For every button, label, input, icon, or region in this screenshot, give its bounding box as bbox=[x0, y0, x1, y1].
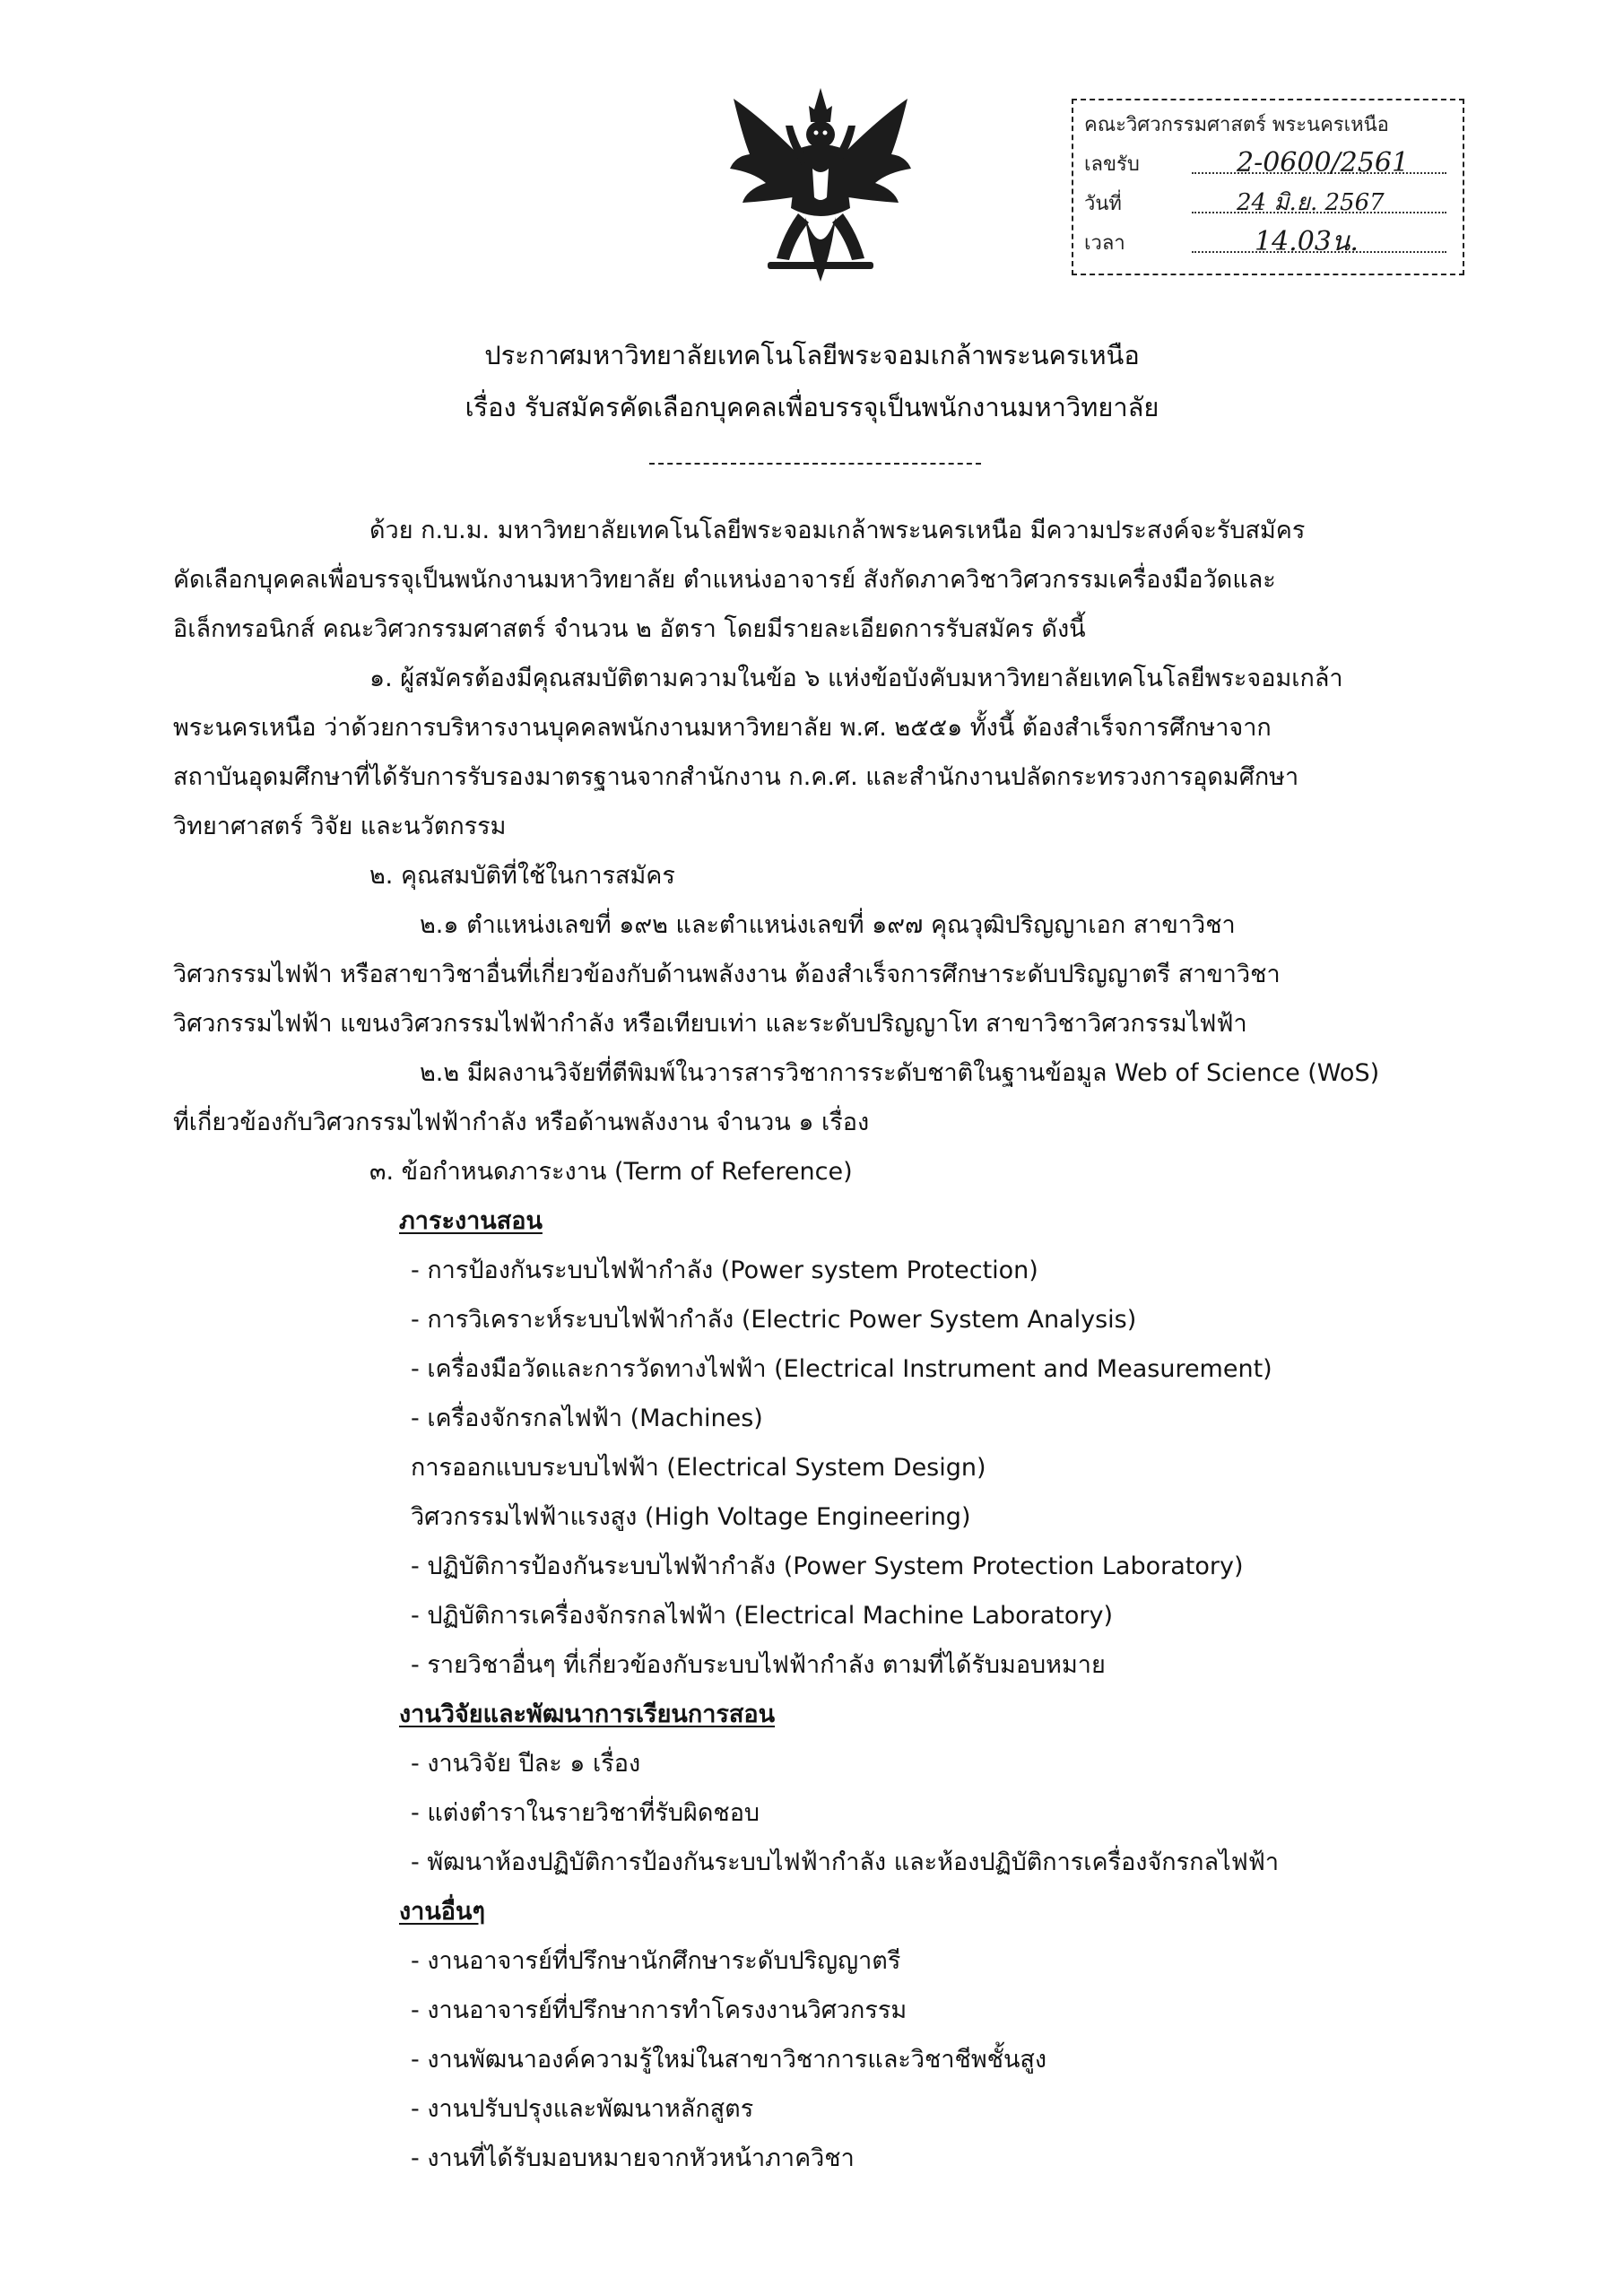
section3-heading: ๓. ข้อกำหนดภาระงาน (Term of Reference) bbox=[369, 1158, 853, 1186]
teaching-item-9: - รายวิชาอื่นๆ ที่เกี่ยวข้องกับระบบไฟฟ้ากำลัง ตามที่ได้รับมอบหมาย bbox=[411, 1651, 1106, 1679]
other-item-3: - งานพัฒนาองค์ความรู้ใหม่ในสาขาวิชาการและวิชาชีพชั้นสูง bbox=[411, 2046, 1047, 2074]
teaching-item-8: - ปฏิบัติการเครื่องจักรกลไฟฟ้า (Electrical Machine Laboratory) bbox=[411, 1602, 1114, 1630]
announcement-subject: เรื่อง รับสมัครคัดเลือกบุคคลเพื่อบรรจุเป็นพนักงานมหาวิทยาลัย bbox=[465, 392, 1159, 422]
teaching-item-3: - เครื่องมือวัดและการวัดทางไฟฟ้า (Electrical Instrument and Measurement) bbox=[411, 1355, 1272, 1383]
stamp-org-text: คณะวิศวกรรมศาสตร์ พระนครเหนือ bbox=[1084, 114, 1389, 136]
other-item-5: - งานที่ได้รับมอบหมายจากหัวหน้าภาควิชา bbox=[411, 2144, 855, 2172]
teaching-item-1: - การป้องกันระบบไฟฟ้ากำลัง (Power system Protection) bbox=[411, 1257, 1038, 1284]
stamp-receive-label: เลขรับ bbox=[1084, 153, 1140, 176]
stamp-date-row bbox=[1084, 185, 1452, 224]
section1-line-4: วิทยาศาสตร์ วิจัย และนวัตกรรม bbox=[173, 813, 507, 840]
garuda-emblem-icon bbox=[726, 83, 915, 298]
research-heading: งานวิจัยและพัฒนาการเรียนการสอน bbox=[399, 1700, 776, 1728]
teaching-item-5: การออกแบบระบบไฟฟ้า (Electrical System Design) bbox=[411, 1454, 986, 1482]
section2-1-line-2: วิศวกรรมไฟฟ้า หรือสาขาวิชาอื่นที่เกี่ยวข้องกับด้านพลังงาน ต้องสำเร็จการศึกษาระดับปริญญาตรี สาขาวิชา bbox=[173, 961, 1281, 988]
title-divider bbox=[649, 463, 981, 465]
teaching-item-6: วิศวกรรมไฟฟ้าแรงสูง (High Voltage Engineering) bbox=[411, 1503, 971, 1531]
intro-line-1: ด้วย ก.บ.ม. มหาวิทยาลัยเทคโนโลยีพระจอมเกล้าพระนครเหนือ มีความประสงค์จะรับสมัคร bbox=[369, 517, 1306, 544]
receive-stamp bbox=[1072, 99, 1464, 275]
section2-1-line-3: วิศวกรรมไฟฟ้า แขนงวิศวกรรมไฟฟ้ากำลัง หรือเทียบเท่า และระดับปริญญาโท สาขาวิชาวิศวกรรมไฟฟ้า bbox=[173, 1010, 1247, 1038]
research-item-2: - แต่งตำราในรายวิชาที่รับผิดชอบ bbox=[411, 1799, 760, 1827]
stamp-date-label: วันที่ bbox=[1084, 193, 1122, 215]
teaching-item-4: - เครื่องจักรกลไฟฟ้า (Machines) bbox=[411, 1405, 763, 1432]
intro-line-2: คัดเลือกบุคคลเพื่อบรรจุเป็นพนักงานมหาวิทยาลัย ตำแหน่งอาจารย์ สังกัดภาควิชาวิศวกรรมเครื่องมือวัดและ bbox=[173, 566, 1276, 594]
stamp-org bbox=[1084, 106, 1452, 145]
section1-line-1: ๑. ผู้สมัครต้องมีคุณสมบัติตามความในข้อ ๖ แห่งข้อบังคับมหาวิทยาลัยเทคโนโลยีพระจอมเกล้า bbox=[369, 665, 1343, 692]
teaching-heading: ภาระงานสอน bbox=[399, 1207, 543, 1235]
section2-1-line-1: ๒.๑ ตำแหน่งเลขที่ ๑๙๒ และตำแหน่งเลขที่ ๑๙๗ คุณวุฒิปริญญาเอก สาขาวิชา bbox=[420, 911, 1236, 939]
stamp-receive-row bbox=[1084, 145, 1452, 185]
stamp-time: 14.03น. bbox=[1255, 226, 1359, 257]
section1-line-2: พระนครเหนือ ว่าด้วยการบริหารงานบุคคลพนักงานมหาวิทยาลัย พ.ศ. ๒๕๕๑ ทั้งนี้ ต้องสำเร็จการศึกษาจาก bbox=[173, 714, 1272, 742]
announcement-title: ประกาศมหาวิทยาลัยเทคโนโลยีพระจอมเกล้าพระนครเหนือ bbox=[484, 340, 1140, 370]
other-heading: งานอื่นๆ bbox=[399, 1898, 485, 1926]
other-item-2: - งานอาจารย์ที่ปรึกษาการทำโครงงานวิศวกรรม bbox=[411, 1996, 908, 2024]
section2-heading: ๒. คุณสมบัติที่ใช้ในการสมัคร bbox=[369, 862, 675, 890]
research-item-3: - พัฒนาห้องปฏิบัติการป้องกันระบบไฟฟ้ากำลัง และห้องปฏิบัติการเครื่องจักรกลไฟฟ้า bbox=[411, 1848, 1280, 1876]
stamp-time-label: เวลา bbox=[1084, 232, 1125, 255]
other-item-4: - งานปรับปรุงและพัฒนาหลักสูตร bbox=[411, 2095, 754, 2123]
stamp-time-row bbox=[1084, 224, 1452, 264]
other-item-1: - งานอาจารย์ที่ปรึกษานักศึกษาระดับปริญญาตรี bbox=[411, 1947, 901, 1975]
section1-line-3: สถาบันอุดมศึกษาที่ได้รับการรับรองมาตรฐานจากสำนักงาน ก.ค.ศ. และสำนักงานปลัดกระทรวงการอุดมศึกษา bbox=[173, 763, 1299, 791]
stamp-receive-number: 2-0600/2561 bbox=[1237, 147, 1410, 178]
teaching-item-7: - ปฏิบัติการป้องกันระบบไฟฟ้ากำลัง (Power System Protection Laboratory) bbox=[411, 1552, 1244, 1580]
section2-2-line-2: ที่เกี่ยวข้องกับวิศวกรรมไฟฟ้ากำลัง หรือด้านพลังงาน จำนวน ๑ เรื่อง bbox=[173, 1109, 870, 1136]
stamp-date: 24 มิ.ย. 2567 bbox=[1237, 189, 1385, 216]
section2-2-line-1: ๒.๒ มีผลงานวิจัยที่ตีพิมพ์ในวารสารวิชาการระดับชาติในฐานข้อมูล Web of Science (WoS) bbox=[420, 1059, 1380, 1087]
teaching-item-2: - การวิเคราะห์ระบบไฟฟ้ากำลัง (Electric Power System Analysis) bbox=[411, 1306, 1137, 1334]
intro-line-3: อิเล็กทรอนิกส์ คณะวิศวกรรมศาสตร์ จำนวน ๒ อัตรา โดยมีรายละเอียดการรับสมัคร ดังนี้ bbox=[173, 615, 1086, 643]
research-item-1: - งานวิจัย ปีละ ๑ เรื่อง bbox=[411, 1750, 641, 1778]
